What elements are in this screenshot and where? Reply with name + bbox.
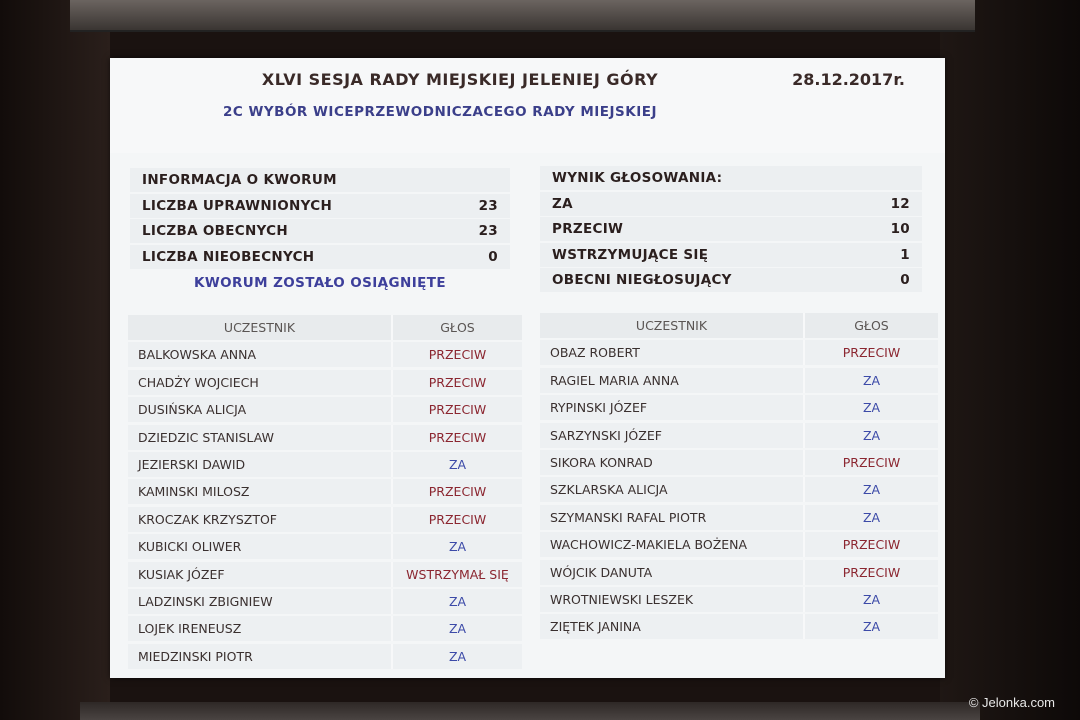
screen-bottom-frame [80, 702, 980, 720]
result-label: WSTRZYMUJĄCE SIĘ [552, 246, 709, 263]
vote-value: ZA [448, 621, 467, 637]
result-value: 1 [900, 246, 910, 263]
quorum-row [130, 194, 510, 218]
participant-name: BALKOWSKA ANNA [128, 342, 393, 367]
session-title: XLVI SESJA RADY MIEJSKIEJ JELENIEJ GÓRY [261, 70, 659, 89]
vote-value: PRZECIW [842, 564, 901, 580]
result-row [540, 268, 922, 292]
result-row [540, 217, 922, 241]
vote-value: PRZECIW [428, 429, 487, 445]
vote-value: PRZECIW [842, 454, 901, 470]
projector-screen-housing [70, 0, 975, 32]
table-row [540, 340, 938, 365]
participant-name: CHADŻY WOJCIECH [128, 370, 393, 395]
participant-name: ZIĘTEK JANINA [540, 614, 805, 639]
participant-name: JEZIERSKI DAWID [128, 452, 393, 477]
quorum-row [130, 245, 510, 269]
vote-result-panel [540, 166, 922, 294]
table-row [540, 368, 938, 393]
table-row [128, 370, 522, 395]
participant-name: DUSIŃSKA ALICJA [128, 397, 393, 422]
right-vote-table [540, 313, 938, 642]
vote-value: ZA [862, 400, 881, 416]
result-label: OBECNI NIEGŁOSUJĄCY [552, 272, 732, 288]
participant-name: SIKORA KONRAD [540, 450, 805, 475]
vote-value: PRZECIW [428, 347, 487, 363]
participant-name: KUBICKI OLIWER [128, 534, 393, 559]
participant-name: WÓJCIK DANUTA [540, 560, 805, 585]
result-value: 10 [890, 221, 910, 237]
table-row [540, 587, 938, 612]
participant-name: DZIEDZIC STANISLAW [128, 425, 393, 450]
vote-value: ZA [862, 372, 881, 388]
table-header [128, 315, 522, 340]
participant-name: KUSIAK JÓZEF [128, 562, 393, 587]
participant-name: RYPINSKI JÓZEF [540, 395, 805, 420]
header-participant: UCZESTNIK [540, 313, 805, 338]
vote-subject: 2C WYBÓR WICEPRZEWODNICZACEGO RADY MIEJSKIEJ [223, 104, 657, 120]
participant-name: RAGIEL MARIA ANNA [540, 368, 805, 393]
vote-value: ZA [862, 427, 881, 443]
participant-name: WROTNIEWSKI LESZEK [540, 587, 805, 612]
vote-value: ZA [448, 456, 467, 472]
table-row [128, 397, 522, 422]
vote-value: ZA [862, 619, 881, 635]
table-row [540, 477, 938, 502]
quorum-value: 0 [488, 248, 498, 265]
left-vote-table [128, 315, 522, 671]
quorum-label: LICZBA UPRAWNIONYCH [142, 197, 333, 214]
vote-value: ZA [448, 593, 467, 609]
table-row [540, 423, 938, 448]
session-date: 28.12.2017r. [792, 70, 905, 89]
vote-value: PRZECIW [842, 537, 901, 553]
participant-name: SZYMANSKI RAFAL PIOTR [540, 505, 805, 530]
vote-value: ZA [862, 482, 881, 498]
participant-name: MIEDZINSKI PIOTR [128, 644, 393, 669]
table-row [540, 614, 938, 639]
table-row [128, 479, 522, 504]
projection-screen [110, 58, 945, 678]
table-row [540, 505, 938, 530]
vote-value: PRZECIW [428, 484, 487, 500]
table-row [128, 342, 522, 367]
vote-value: ZA [862, 509, 881, 525]
table-row [540, 532, 938, 557]
vote-value: ZA [448, 539, 467, 555]
participant-name: LOJEK IRENEUSZ [128, 616, 393, 641]
vote-value: PRZECIW [428, 511, 487, 527]
quorum-row [130, 219, 510, 243]
participant-name: OBAZ ROBERT [540, 340, 805, 365]
participant-name: KAMINSKI MILOSZ [128, 479, 393, 504]
header-vote: GŁOS [854, 318, 889, 333]
vote-value: ZA [862, 591, 881, 607]
table-row [128, 534, 522, 559]
result-label: PRZECIW [552, 221, 624, 237]
table-row [128, 507, 522, 532]
participant-name: KROCZAK KRZYSZTOF [128, 507, 393, 532]
vote-value: WSTRZYMAŁ SIĘ [406, 566, 509, 582]
participant-name: LADZINSKI ZBIGNIEW [128, 589, 393, 614]
watermark: © Jelonka.com [968, 695, 1055, 710]
vote-value: PRZECIW [428, 374, 487, 390]
vote-value: PRZECIW [428, 402, 487, 418]
table-row [540, 450, 938, 475]
result-value: 0 [900, 272, 910, 288]
table-row [128, 616, 522, 641]
vote-value: PRZECIW [842, 345, 901, 361]
result-heading: WYNIK GŁOSOWANIA: [540, 166, 922, 190]
screen-header [110, 58, 945, 153]
table-row [540, 560, 938, 585]
quorum-value: 23 [478, 223, 498, 239]
quorum-panel [130, 168, 510, 291]
table-row [128, 425, 522, 450]
table-header [540, 313, 938, 338]
participant-name: SZKLARSKA ALICJA [540, 477, 805, 502]
result-label: ZA [552, 195, 573, 212]
participant-name: SARZYNSKI JÓZEF [540, 423, 805, 448]
header-vote: GŁOS [440, 320, 475, 335]
table-row [128, 589, 522, 614]
result-value: 12 [890, 195, 910, 212]
table-row [128, 644, 522, 669]
table-row [540, 395, 938, 420]
vote-value: ZA [448, 648, 467, 664]
quorum-label: LICZBA NIEOBECNYCH [142, 248, 315, 265]
header-participant: UCZESTNIK [128, 315, 393, 340]
quorum-label: LICZBA OBECNYCH [142, 223, 288, 239]
result-row [540, 192, 922, 216]
table-row [128, 562, 522, 587]
participant-name: WACHOWICZ-MAKIELA BOŻENA [540, 532, 805, 557]
room-wall-right [940, 0, 1080, 720]
quorum-status: KWORUM ZOSTAŁO OSIĄGNIĘTE [193, 274, 446, 291]
quorum-value: 23 [478, 197, 498, 214]
quorum-heading: INFORMACJA O KWORUM [130, 168, 510, 192]
table-row [128, 452, 522, 477]
result-row [540, 243, 922, 267]
room-wall-left [0, 0, 110, 720]
